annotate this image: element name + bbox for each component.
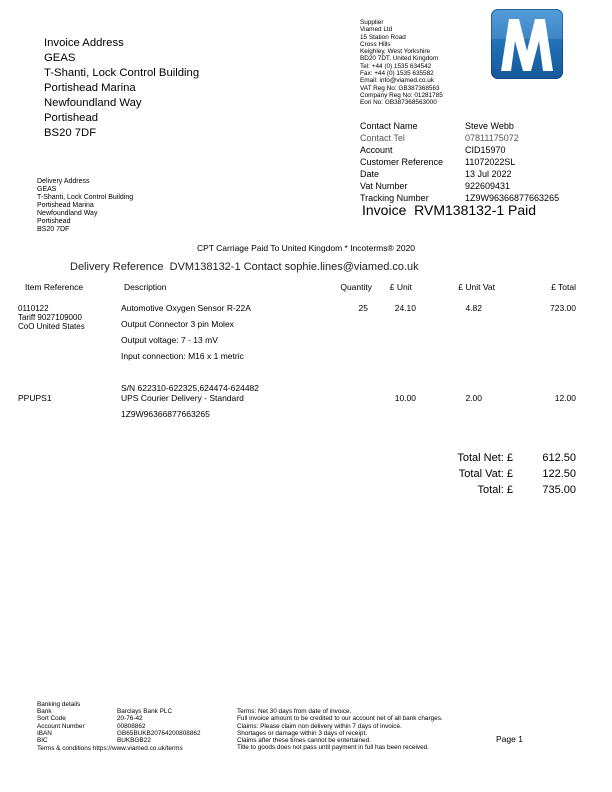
banking-value: 20-76-42 <box>117 715 143 723</box>
table-row-description <box>121 390 244 422</box>
supplier-line: Tel: +44 (0) 1535 634542 <box>360 62 432 70</box>
supplier-line: Eori No: GB387368563000 <box>360 99 437 107</box>
page-number: Page 1 <box>496 734 523 744</box>
contact-value: 13 Jul 2022 <box>465 169 512 179</box>
contact-label: Customer Reference <box>360 157 444 167</box>
banking-value: BUKBGB22 <box>117 737 151 745</box>
terms-conditions-label: Terms & conditions <box>37 744 91 752</box>
row-unit: 24.10 <box>394 303 416 313</box>
invoice-address <box>44 36 199 141</box>
contact-value: 1Z9W96366877663265 <box>465 193 560 203</box>
row-unit-vat: 4.82 <box>465 303 482 313</box>
delivery-address-line: Portishead <box>37 218 71 225</box>
header-unit: £ Unit <box>389 282 412 292</box>
terms-line: Claims after these times cannot be entertained. <box>237 737 371 745</box>
supplier-details <box>360 19 443 107</box>
header-item-reference: Item Reference <box>25 282 84 292</box>
contact-label: Date <box>360 169 380 179</box>
invoice-address-line: BS20 7DF <box>44 127 97 139</box>
contact-value: 07811175072 <box>465 133 519 143</box>
header-unit-vat: £ Unit Vat <box>458 282 495 292</box>
banking-labels <box>37 708 85 744</box>
total-net-label: Total Net: £ <box>457 452 513 464</box>
delivery-address <box>37 178 133 234</box>
invoice-address-heading: Invoice Address <box>44 37 124 49</box>
total-vat-label: Total Vat: £ <box>458 468 513 480</box>
description-line: 1Z9W96366877663265 <box>121 409 210 419</box>
row-total: 12.00 <box>554 393 576 403</box>
item-reference: PPUPS1 <box>18 393 52 403</box>
delivery-address-heading: Delivery Address <box>37 178 90 185</box>
banking-label: Bank <box>37 708 52 715</box>
description-line: Output Connector 3 pin Molex <box>121 319 234 329</box>
total-label: Total: £ <box>477 484 513 496</box>
banking-value: 00808862 <box>117 722 146 730</box>
supplier-line: Viamed Ltd <box>360 26 393 34</box>
terms-conditions-row <box>37 745 183 752</box>
table-row-item <box>18 304 85 331</box>
row-total: 723.00 <box>550 303 576 313</box>
terms-line: Shortages or damage within 3 days of receipt. <box>237 729 368 737</box>
supplier-line: Company Reg No: 01281785 <box>360 91 443 99</box>
payment-terms <box>237 708 443 752</box>
header-total: £ Total <box>551 282 576 292</box>
terms-line: Full invoice amount to be credited to our account net of all bank charges. <box>237 715 443 723</box>
total-vat-value: 122.50 <box>542 468 576 480</box>
incoterms: CPT Carriage Paid To United Kingdom * Incoterms® 2020 <box>196 243 416 253</box>
delivery-address-line: Newfoundland Way <box>37 210 98 217</box>
supplier-line: VAT Reg No: GB387368563 <box>360 84 440 92</box>
invoice-title: Invoice RVM138132-1 Paid <box>362 202 537 218</box>
contact-value: 922609431 <box>465 181 511 191</box>
banking-value: GB65BUKB20764200808862 <box>117 729 201 737</box>
supplier-line: Keighley, West Yorkshire <box>360 48 431 56</box>
terms-line: Terms: Net 30 days from date of invoice. <box>237 708 352 715</box>
row-quantity: 25 <box>358 303 368 313</box>
supplier-line: Cross Hills <box>360 40 391 48</box>
banking-label: BIC <box>37 737 48 745</box>
invoice-address-line: Newfoundland Way <box>44 97 142 109</box>
terms-conditions-link[interactable]: https://www.viamed.co.uk/terms <box>92 744 183 752</box>
contact-row <box>360 168 559 180</box>
description-line: Automotive Oxygen Sensor R-22A <box>121 303 251 313</box>
viamed-logo <box>491 9 563 79</box>
contact-value: CID15970 <box>465 145 506 155</box>
supplier-line: Fax: +44 (0) 1535 635582 <box>360 70 434 78</box>
delivery-address-line: T-Shanti, Lock Control Building <box>37 194 134 201</box>
description-line: S/N 622310-622325,624474-624482 <box>121 383 260 393</box>
invoice-address-line: Portishead Marina <box>44 82 136 94</box>
contact-label: Tracking Number <box>360 193 429 203</box>
row-unit-vat: 2.00 <box>465 393 482 403</box>
description-line: Input connection: M16 x 1 metric <box>121 351 244 361</box>
contact-label: Contact Tel <box>360 133 405 143</box>
contact-row <box>360 120 559 132</box>
row-unit: 10.00 <box>394 393 416 403</box>
total-value: 735.00 <box>542 484 576 496</box>
banking-values <box>117 708 201 744</box>
banking-label: Sort Code <box>37 715 66 723</box>
totals-labels <box>420 450 513 498</box>
contact-label: Contact Name <box>360 121 418 131</box>
invoice-address-line: T-Shanti, Lock Control Building <box>44 67 200 79</box>
total-net-value: 612.50 <box>542 452 576 464</box>
description-line: UPS Courier Delivery - Standard <box>121 393 244 403</box>
banking-value: Barclays Bank PLC <box>117 708 173 715</box>
contact-details <box>360 120 559 204</box>
description-line <box>121 364 259 380</box>
contact-row <box>360 156 559 168</box>
description-line: Output voltage: 7 - 13 mV <box>121 335 218 345</box>
contact-label: Account <box>360 145 393 155</box>
contact-row <box>360 180 559 192</box>
delivery-address-line: Portishead Marina <box>37 202 94 209</box>
delivery-address-line: BS20 7DF <box>37 226 70 233</box>
item-tariff: Tariff 9027109000 <box>18 313 82 322</box>
contact-row <box>360 144 559 156</box>
banking-label: Account Number <box>37 722 85 730</box>
item-origin: CoO United States <box>18 322 85 331</box>
totals-values <box>520 450 576 498</box>
supplier-line: BD20 7DT, United Kingdom <box>360 55 439 63</box>
invoice-address-line: GEAS <box>44 52 76 64</box>
header-description: Description <box>124 282 167 292</box>
contact-label: Vat Number <box>360 181 408 191</box>
supplier-line: Email: info@viamed.co.uk <box>360 77 434 85</box>
delivery-address-line: GEAS <box>37 186 57 193</box>
banking-heading: Banking details <box>37 701 81 708</box>
terms-line: Claims: Please claim non delivery within 7 days of invoice. <box>237 722 402 730</box>
contact-row <box>360 132 559 144</box>
item-reference: 0110122 <box>18 304 49 313</box>
banking-label: IBAN <box>37 729 52 737</box>
invoice-address-line: Portishead <box>44 112 99 124</box>
delivery-reference: Delivery Reference DVM138132-1 Contact sophie.lines@viamed.co.uk <box>70 261 419 273</box>
table-row-description <box>121 300 259 396</box>
contact-value: Steve Webb <box>465 121 514 131</box>
supplier-line: 15 Station Road <box>360 33 406 41</box>
contact-value: 11072022SL <box>465 157 516 167</box>
terms-line: Title to goods does not pass until payment in full has been received. <box>237 744 429 752</box>
supplier-line: Supplier <box>360 19 384 26</box>
header-quantity: Quantity <box>340 282 372 292</box>
